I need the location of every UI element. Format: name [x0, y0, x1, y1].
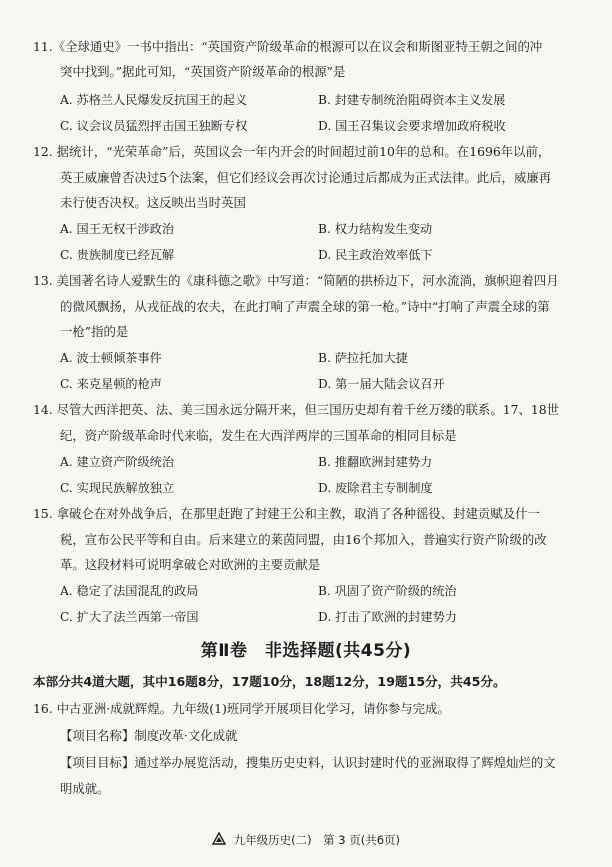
q13-option-b: B. 萨拉托加大捷: [318, 351, 408, 365]
q15-option-c: C. 扩大了法兰西第一帝国: [60, 610, 199, 624]
q15-option-a: A. 稳定了法国混乱的政局: [60, 584, 199, 598]
q11-line-2: 突中找到。”据此可知，“英国资产阶级革命的根源”是: [60, 64, 346, 79]
q13-option-d: D. 第一届大陆会议召开: [318, 377, 445, 391]
q13-option-a: A. 波士顿倾茶事件: [60, 351, 162, 365]
q12-line-3: 未行使否决权。这反映出当时英国: [60, 195, 246, 210]
q11-option-a: A. 苏格兰人民爆发反抗国王的起义: [60, 93, 248, 107]
q12-line-2: 英王威廉曾否决过5个法案，但它们经议会再次讨论通过后都成为正式法律。此后，威廉再: [60, 170, 552, 185]
q13-line-2: 的微风飘扬，从戎征战的农夫，在此打响了声震全球的第一枪。”诗中“打响了声震全球的第: [60, 299, 550, 314]
q11-option-d: D. 国王召集议会要求增加政府税收: [318, 119, 506, 133]
q12-option-b: B. 权力结构发生变动: [318, 222, 433, 236]
q14-option-a: A. 建立资产阶级统治: [60, 455, 175, 469]
triangle-logo-icon: [212, 832, 226, 848]
q15-option-d: D. 打击了欧洲的封建势力: [318, 610, 457, 624]
q11-option-c: C. 议会议员猛烈抨击国王独断专权: [60, 119, 248, 133]
q12-option-c: C. 贵族制度已经瓦解: [60, 248, 175, 262]
q16-project-name: 【项目名称】制度改革·文化成就: [60, 728, 238, 743]
section-title: 第Ⅱ卷 非选择题(共45分): [200, 641, 412, 661]
q14-line-1: 14. 尽管大西洋把英、法、美三国永远分隔开来，但三国历史却有着千丝万缕的联系。17、18世: [33, 402, 560, 417]
q14-line-2: 纪，资产阶级革命时代来临，发生在大西洋两岸的三国革命的相同目标是: [60, 428, 457, 443]
q16-goal-line-1: 【项目目标】通过举办展览活动，搜集历史史料，认识封建时代的亚洲取得了辉煌灿烂的文: [60, 755, 556, 770]
q13-option-c: C. 来克星顿的枪声: [60, 377, 162, 391]
footer-text: 九年级历史(二) 第 3 页(共6页): [233, 833, 401, 847]
q16-goal-line-2: 明成就。: [60, 781, 110, 796]
q13-line-1: 13. 美国著名诗人爱默生的《康科德之歌》中写道：“简陋的拱桥边下，河水流淌，旗帜迎着四月: [33, 273, 559, 288]
q15-line-2: 税，宣布公民平等和自由。后来建立的莱茵同盟，由16个邦加入，普遍实行资产阶级的改: [60, 532, 547, 547]
q11-option-b: B. 封建专制统治阻碍资本主义发展: [318, 93, 506, 107]
q12-option-a: A. 国王无权干涉政治: [60, 222, 175, 236]
page-footer: [0, 832, 612, 848]
q13-line-3: 一枪”指的是: [60, 324, 129, 339]
q14-option-c: C. 实现民族解放独立: [60, 481, 175, 495]
q12-line-1: 12. 据统计，“光荣革命”后，英国议会一年内开会的时间超过前10年的总和。在1696年以前，: [33, 144, 551, 159]
q15-line-3: 革。这段材料可说明拿破仑对欧洲的主要贡献是: [60, 557, 321, 572]
q15-option-b: B. 巩固了资产阶级的统治: [318, 584, 457, 598]
q11-line-1: 11.《全球通史》一书中指出：“英国资产阶级革命的根源可以在议会和斯图亚特王朝之间的冲: [33, 39, 543, 54]
q14-option-b: B. 推翻欧洲封建势力: [318, 455, 433, 469]
q14-option-d: D. 废除君主专制制度: [318, 481, 433, 495]
section-intro: 本部分共4道大题，其中16题8分，17题10分，18题12分，19题15分，共45分。: [33, 674, 506, 689]
q16-line: 16. 中古亚洲·成就辉煌。九年级(1)班同学开展项目化学习，请你参与完成。: [33, 701, 450, 716]
q12-option-d: D. 民主政治效率低下: [318, 248, 433, 262]
q15-line-1: 15. 拿破仑在对外战争后，在那里赶跑了封建王公和主教，取消了各种徭役、封建贡赋及什一: [33, 506, 540, 521]
